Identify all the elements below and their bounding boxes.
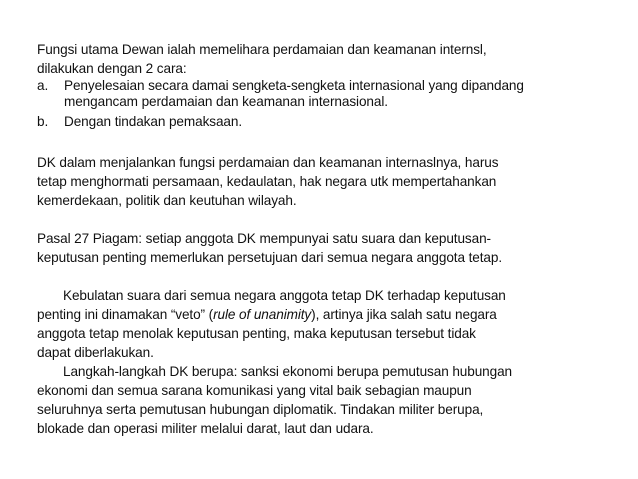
paragraph-line: DK dalam menjalankan fungsi perdamaian dan keamanan internaslnya, harus <box>37 155 499 170</box>
paragraph-line: seluruhnya serta pemutusan hubungan diplomatik. Tindakan militer berupa, <box>37 402 484 417</box>
list-item-text: Dengan tindakan pemaksaan. <box>64 114 243 129</box>
text-run: penting ini dinamakan “veto” ( <box>37 307 214 322</box>
list-marker: b. <box>37 114 49 129</box>
paragraph-line: dapat diberlakukan. <box>37 345 154 360</box>
spacer <box>37 267 607 286</box>
list-item-text: mengancam perdamaian dan keamanan internasional. <box>64 94 388 109</box>
paragraph-line: anggota tetap menolak keputusan penting, maka keputusan tersebut tidak <box>37 326 476 341</box>
spacer <box>37 134 607 153</box>
paragraph-line: blokade dan operasi militer melalui darat, laut dan udara. <box>37 421 374 436</box>
text-run: ), artinya jika salah satu negara <box>311 307 497 322</box>
paragraph-line: tetap menghormati persamaan, kedaulatan, hak negara utk mempertahankan <box>37 174 497 189</box>
paragraph-line <box>37 305 607 324</box>
langkah-paragraph <box>37 362 607 438</box>
paragraph-line: kemerdekaan, politik dan keutuhan wilayah. <box>37 193 297 208</box>
pasal-paragraph <box>37 229 607 267</box>
spacer <box>37 210 607 229</box>
intro-line: dilakukan dengan 2 cara: <box>37 61 187 76</box>
methods-list <box>37 78 607 130</box>
veto-paragraph <box>37 286 607 362</box>
list-marker: a. <box>37 78 49 93</box>
paragraph-line: Pasal 27 Piagam: setiap anggota DK mempunyai satu suara dan keputusan- <box>37 231 491 246</box>
intro-paragraph <box>37 40 607 78</box>
list-item <box>37 114 607 130</box>
intro-line: Fungsi utama Dewan ialah memelihara perdamaian dan keamanan internsl, <box>37 42 487 57</box>
list-item-text: Penyelesaian secara damai sengketa-sengketa internasional yang dipandang <box>64 78 524 93</box>
slide-content <box>37 40 607 438</box>
list-item <box>37 78 607 110</box>
dk-paragraph <box>37 153 607 210</box>
paragraph-line: keputusan penting memerlukan persetujuan dari semua negara anggota tetap. <box>37 250 503 265</box>
paragraph-line: Kebulatan suara dari semua negara anggota tetap DK terhadap keputusan <box>63 288 506 303</box>
paragraph-line: ekonomi dan semua sarana komunikasi yang vital baik sebagian maupun <box>37 383 472 398</box>
paragraph-line: Langkah-langkah DK berupa: sanksi ekonomi berupa pemutusan hubungan <box>63 364 513 379</box>
italic-term: rule of unanimity <box>213 307 312 322</box>
